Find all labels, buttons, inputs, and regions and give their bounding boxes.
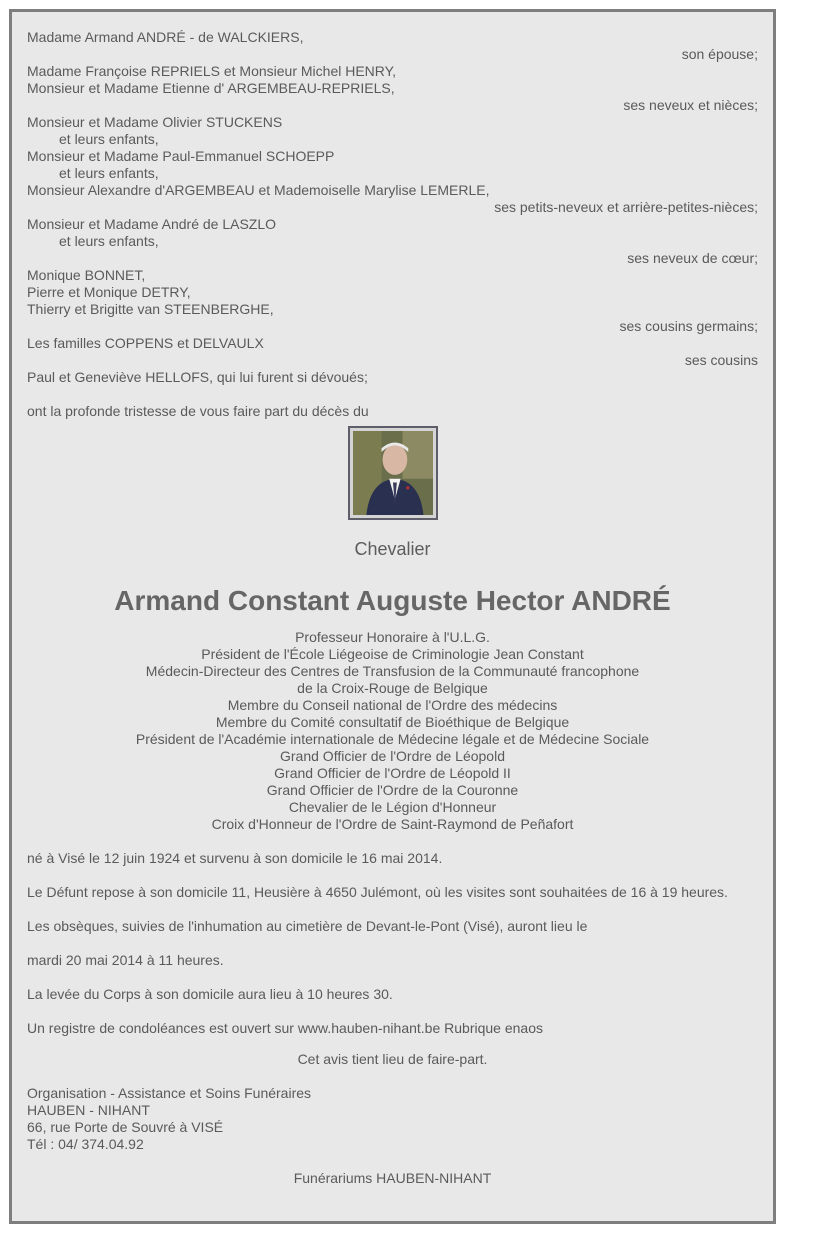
family-line: Thierry et Brigitte van STEENBERGHE,	[27, 301, 274, 317]
family-line: Pierre et Monique DETRY,	[27, 284, 191, 300]
condolence-registry: Un registre de condoléances est ouvert sur www.hauben-nihant.be Rubrique enaos	[27, 1020, 543, 1036]
deceased-name: Armand Constant Auguste Hector ANDRÉ	[114, 585, 671, 616]
obituary-card	[9, 9, 776, 1224]
family-line: Monsieur Alexandre d'ARGEMBEAU et Mademoiselle Marylise LEMERLE,	[27, 182, 490, 198]
title-entry: Grand Officier de l'Ordre de Léopold	[280, 748, 505, 764]
family-line: et leurs enfants,	[59, 165, 159, 181]
family-line: et leurs enfants,	[59, 131, 159, 147]
relation-label: ses petits-neveux et arrière-petites-nièces;	[494, 199, 758, 215]
family-line: Madame Armand ANDRÉ - de WALCKIERS,	[27, 29, 304, 45]
funeral-date: mardi 20 mai 2014 à 11 heures.	[27, 952, 224, 968]
family-line: Madame Françoise REPRIELS et Monsieur Michel HENRY,	[27, 63, 397, 79]
repose-info: Le Défunt repose à son domicile 11, Heusière à 4650 Julémont, où les visites sont souhaitées de 16 à 19 heures.	[27, 884, 728, 900]
title-entry: Grand Officier de l'Ordre de Léopold II	[274, 765, 511, 781]
title-entry: Professeur Honoraire à l'U.L.G.	[295, 629, 490, 645]
title-entry: Médecin-Directeur des Centres de Transfusion de la Communauté francophone	[145, 663, 640, 679]
family-line: Paul et Geneviève HELLOFS, qui lui furent si dévoués;	[27, 369, 368, 385]
title-entry: Président de l'École Liégeoise de Criminologie Jean Constant	[201, 646, 584, 662]
family-line: Monsieur et Madame André de LASZLO	[27, 216, 277, 232]
title-entry: Président de l'Académie internationale de Médecine légale et de Médecine Sociale	[135, 731, 650, 747]
birth-death-info: né à Visé le 12 juin 1924 et survenu à son domicile le 16 mai 2014.	[27, 850, 443, 866]
relation-label: ses cousins germains;	[619, 318, 758, 334]
relation-label: son épouse;	[681, 46, 758, 62]
titles-list	[27, 629, 758, 833]
organisation-address: 66, rue Porte de Souvré à VISÉ	[27, 1119, 224, 1135]
title-entry: Grand Officier de l'Ordre de la Couronne	[266, 782, 519, 798]
honorific-title: Chevalier	[354, 539, 431, 559]
funeral-info: Les obsèques, suivies de l'inhumation au cimetière de Devant-le-Pont (Visé), auront lieu le	[27, 918, 588, 934]
announcement: ont la profonde tristesse de vous faire part du décès du	[27, 403, 369, 419]
family-line: Monsieur et Madame Olivier STUCKENS	[27, 114, 283, 130]
family-line: et leurs enfants,	[59, 233, 159, 249]
footer-text: Funérariums HAUBEN-NIHANT	[293, 1170, 492, 1186]
relation-label: ses neveux de cœur;	[627, 250, 758, 266]
organisation-line: Organisation - Assistance et Soins Funéraires	[27, 1085, 312, 1101]
organisation-phone: Tél : 04/ 374.04.92	[27, 1136, 144, 1152]
family-line: Les familles COPPENS et DELVAULX	[27, 335, 264, 351]
title-entry: Membre du Comité consultatif de Bioéthique de Belgique	[215, 714, 570, 730]
portrait-photo	[348, 426, 438, 520]
notice-text: Cet avis tient lieu de faire-part.	[297, 1051, 488, 1067]
family-line: Monique BONNET,	[27, 267, 146, 283]
obituary-content	[27, 29, 758, 1187]
relation-label: ses cousins	[684, 352, 758, 368]
family-line: Monsieur et Madame Paul-Emmanuel SCHOEPP	[27, 148, 335, 164]
title-entry: Chevalier de le Légion d'Honneur	[288, 799, 497, 815]
family-line: Monsieur et Madame Etienne d' ARGEMBEAU-REPRIELS,	[27, 80, 395, 96]
relation-label: ses neveux et nièces;	[623, 97, 758, 113]
title-entry: de la Croix-Rouge de Belgique	[297, 680, 488, 696]
title-entry: Croix d'Honneur de l'Ordre de Saint-Raymond de Peñafort	[211, 816, 574, 832]
levee-info: La levée du Corps à son domicile aura lieu à 10 heures 30.	[27, 986, 393, 1002]
title-entry: Membre du Conseil national de l'Ordre des médecins	[227, 697, 558, 713]
organisation-name: HAUBEN - NIHANT	[27, 1102, 150, 1118]
